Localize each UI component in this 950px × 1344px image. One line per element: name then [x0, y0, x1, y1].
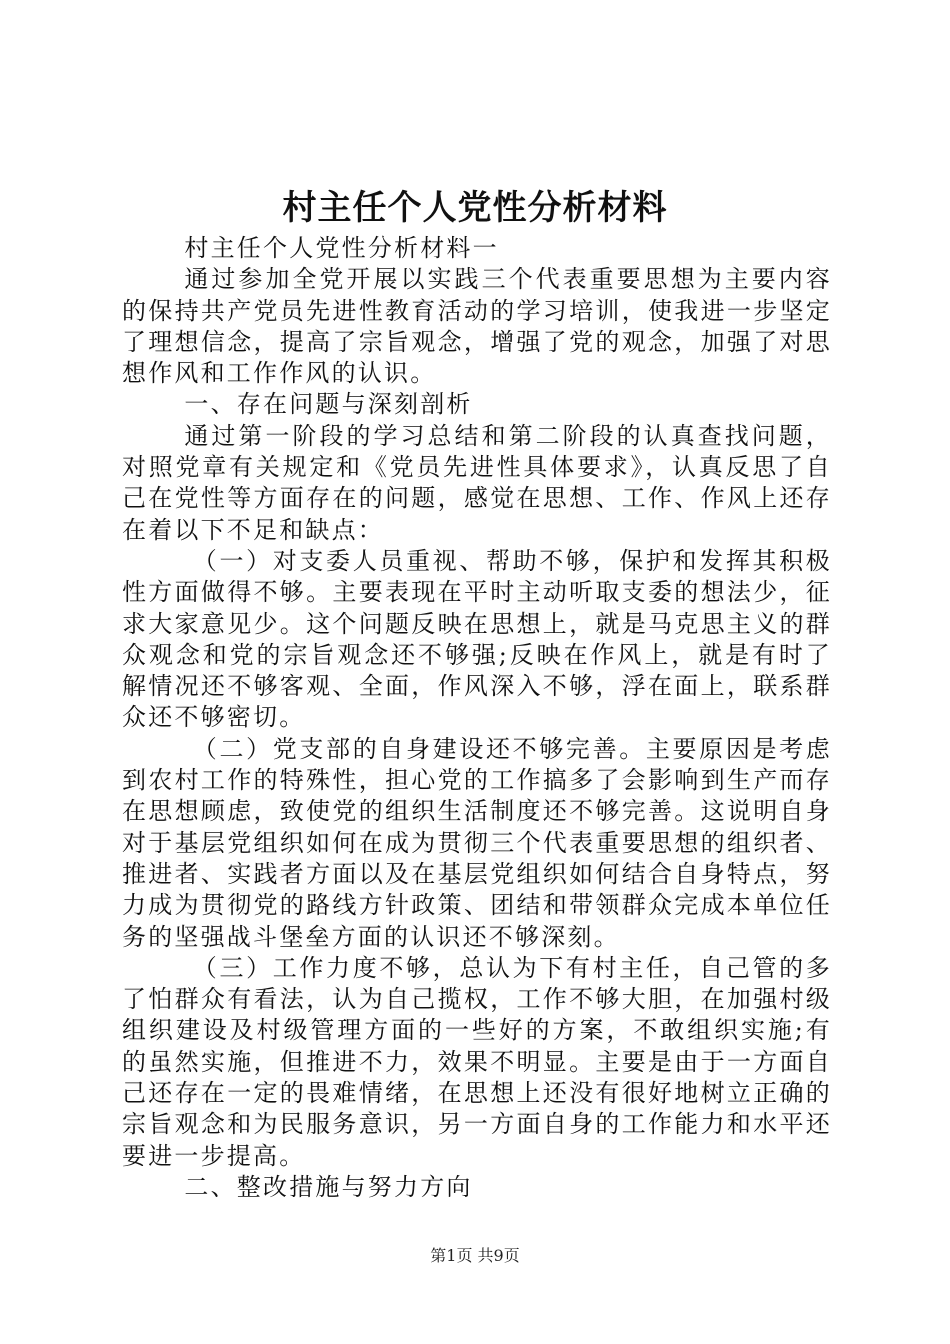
intro-paragraph: 通过参加全党开展以实践三个代表重要思想为主要内容的保持共产党员先进性教育活动的学习培训，使我进一步坚定了理想信念，提高了宗旨观念，增强了党的观念，加强了对思想作风和工作作风的认识。	[122, 265, 832, 388]
page-number: 第1页 共9页	[430, 1246, 520, 1265]
section-heading-2: 二、整改措施与努力方向	[184, 1172, 473, 1201]
point-paragraph-2: （二）党支部的自身建设还不够完善。主要原因是考虑到农村工作的特殊性，担心党的工作搞多了会影响到生产而存在思想顾虑，致使党的组织生活制度还不够完善。这说明自身对于基层党组织如何在成为贯彻三个代表重要思想的组织者、推进者、实践者方面以及在基层党组织如何结合自身特点，努力成为贯彻党的路线方针政策、团结和带领群众完成本单位任务的坚强战斗堡垒方面的认识还不够深刻。	[122, 734, 832, 951]
document-body	[122, 233, 832, 1203]
section-heading-1: 一、存在问题与深刻剖析	[184, 390, 473, 419]
point-paragraph-3: （三）工作力度不够，总认为下有村主任，自己管的多了怕群众有看法，认为自己揽权，工作不够大胆，在加强村级组织建设及村级管理方面的一些好的方案，不敢组织实施;有的虽然实施，但推进不力，效果不明显。主要是由于一方面自己还存在一定的畏难情绪，在思想上还没有很好地树立正确的宗旨观念和为民服务意识，另一方面自身的工作能力和水平还要进一步提高。	[122, 953, 832, 1170]
point-paragraph-1: （一）对支委人员重视、帮助不够，保护和发挥其积极性方面做得不够。主要表现在平时主动听取支委的想法少，征求大家意见少。这个问题反映在思想上，就是马克思主义的群众观念和党的宗旨观念还不够强;反映在作风上，就是有时了解情况还不够客观、全面，作风深入不够，浮在面上，联系群众还不够密切。	[122, 546, 832, 732]
subtitle-paragraph: 村主任个人党性分析材料一	[184, 234, 499, 262]
body-paragraph: 通过第一阶段的学习总结和第二阶段的认真查找问题，对照党章有关规定和《党员先进性具体要求》，认真反思了自己在党性等方面存在的问题，感觉在思想、工作、作风上还存在着以下不足和缺点：	[122, 421, 832, 544]
document-title: 村主任个人党性分析材料	[282, 188, 668, 228]
